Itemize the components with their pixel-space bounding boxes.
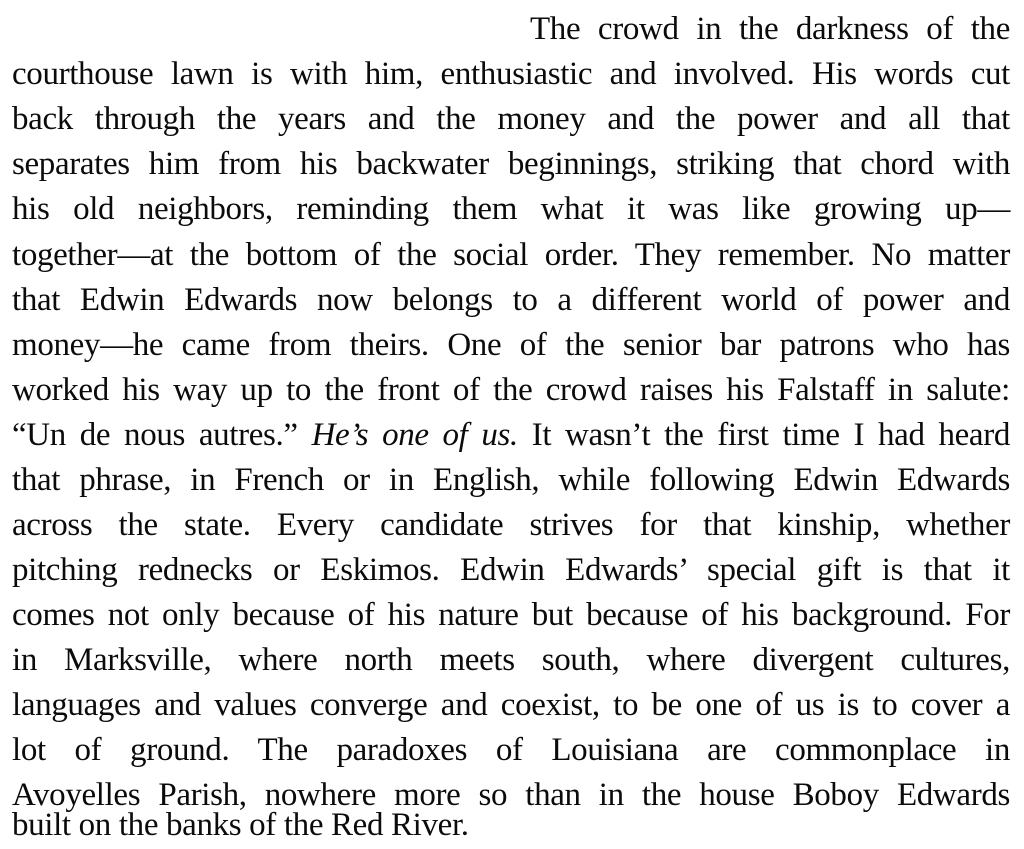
paragraph-line: across the state. Every candidate strives for that kinship, whether — [12, 507, 1010, 543]
italic-phrase: He’s one of us. — [311, 417, 518, 453]
line-text-before-italic: “Un de nous autres.” — [12, 417, 312, 453]
paragraph-line: money—he came from theirs. One of the senior bar patrons who has — [12, 327, 1010, 363]
paragraph-line: in Marksville, where north meets south, where divergent cultures, — [12, 642, 1010, 678]
paragraph-line: that phrase, in French or in English, while following Edwin Edwards — [12, 462, 1010, 498]
paragraph-line: worked his way up to the front of the crowd raises his Falstaff in salute: — [12, 372, 1010, 408]
paragraph-line: separates him from his backwater beginnings, striking that chord with — [12, 146, 1010, 182]
paragraph-line: The crowd in the darkness of the — [530, 11, 1010, 47]
paragraph-line: his old neighbors, reminding them what it was like growing up— — [12, 191, 1010, 227]
paragraph-line: courthouse lawn is with him, enthusiastic and involved. His words cut — [12, 56, 1010, 92]
paragraph-line: together—at the bottom of the social order. They remember. No matter — [12, 237, 1010, 273]
paragraph-line: lot of ground. The paradoxes of Louisiana are commonplace in — [12, 732, 1010, 768]
paragraph-line: languages and values converge and coexist, to be one of us is to cover a — [12, 687, 1010, 723]
paragraph-line: that Edwin Edwards now belongs to a different world of power and — [12, 282, 1010, 318]
paragraph-line: pitching rednecks or Eskimos. Edwin Edwards’ special gift is that it — [12, 552, 1010, 588]
paragraph-line-last: built on the banks of the Red River. — [12, 807, 469, 843]
paragraph-line: comes not only because of his nature but because of his background. For — [12, 597, 1010, 633]
paragraph-line-with-italic — [12, 415, 1010, 455]
line-text-after-italic: It wasn’t the first time I had heard — [517, 417, 1011, 453]
paragraph-line: back through the years and the money and the power and all that — [12, 101, 1010, 137]
paragraph-line: Avoyelles Parish, nowhere more so than in the house Boboy Edwards — [12, 777, 1010, 813]
